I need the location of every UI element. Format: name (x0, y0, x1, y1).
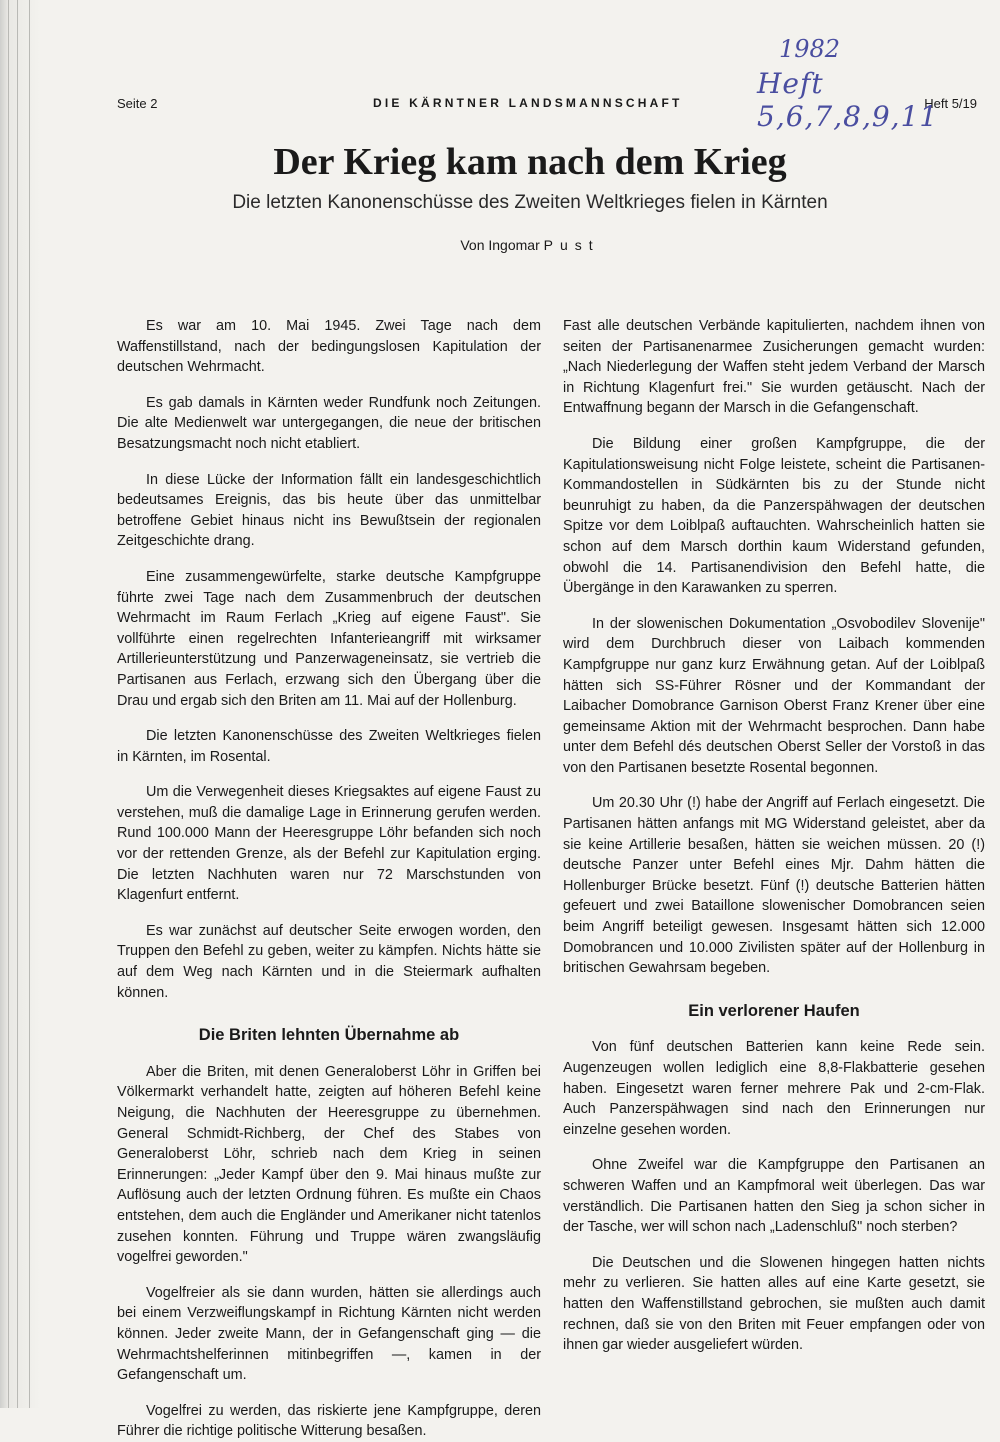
section-heading: Ein verlorener Haufen (688, 1001, 860, 1020)
paragraph: Um die Verwegenheit dieses Kriegsaktes auf eigene Faust zu verstehen, muß die damalige Lage in Erinnerung gerufen werden. Rund 100.000 Mann der Heeresgruppe Löhr befanden sich noch vor der rettenden Grenze, als der Befehl zur Kapitulation erging. Die letzten Nachhuten waren nur 72 Marschstunden von Klagenfurt entfernt. (117, 784, 541, 904)
issue-number: Heft 5/19 (924, 96, 977, 111)
byline (100, 237, 960, 253)
paragraph: Fast alle deutschen Verbände kapitulierten, nachdem ihnen von seiten der Partisanenarmee Zusicherungen gemacht wurden: „Nach Niederlegung der Waffen steht jedem Verband der Marsch in Richtung Klagenfurt frei." Sie wurden getäuscht. Nach der Entwaffnung begann der Marsch in die Gefangenschaft. (563, 318, 985, 417)
paragraph: Es war zunächst auf deutscher Seite erwogen worden, den Truppen den Befehl zu geben, weiter zu kämpfen. Nichts hätte sie auf dem Weg nach Kärnten und in die Steiermark aufhalten können. (117, 922, 541, 1001)
paragraph: Eine zusammengewürfelte, starke deutsche Kampfgruppe führte zwei Tage nach dem Zusammenbruch der deutschen Wehrmacht im Raum Ferlach „Krieg auf eigene Faust". Sie vollführte einen regelrechten Infanterieangriff mit wirksamer Artillerieunterstützung und Panzerwageneinsatz, sie vertrieb die Partisanen aus Ferlach, erzwang sich den Übergang über die Drau und ergab sich den Briten am 11. Mai auf der Hollenburg. (117, 568, 541, 709)
handwritten-note (757, 35, 947, 133)
paragraph: Vogelfrei zu werden, das riskierte jene Kampfgruppe, deren Führer die richtige politische Witterung besaßen. (117, 1402, 541, 1440)
paragraph: Die letzten Kanonenschüsse des Zweiten Weltkrieges fielen in Kärnten, im Rosental. (117, 728, 541, 765)
paragraph: In der slowenischen Dokumentation „Osvobodilev Slovenije" wird dem Durchbruch dieser von Laibach kommenden Kampfgruppe nur ganz kurz Erwähnung getan. Auf der Loiblpaß hätten sich SS-Führer Rösner und der Kommandant der Laibacher Domobrance Garnison Oberst Franz Krener über eine gemeinsame Aktion mit der Wehrmacht besprochen. Dann habe unter dem Befehl dés deutschen Oberst Seller der Vorstoß in das von den Partisanen besetzte Rosental begonnen. (563, 615, 985, 776)
byline-prefix: Von Ingomar (460, 237, 540, 253)
paragraph: Aber die Briten, mit denen Generaloberst Löhr in Griffen bei Völkermarkt verhandelt hatte, zeigten auf höheren Befehl keine Neigung, die Nachhuten der Heeresgruppe zu übernehmen. General Schmidt-Richberg, der Chef des Stabes von Generaloberst Löhr, schrieb nach dem Krieg in seinen Erinnerungen: „Jeder Kampf über den 9. Mai hinaus mußte zur Auflösung auch der letzten Ordnung führen. Es mußte ein Chaos entstehen, dem auch die Engländer und Amerikaner nicht tatenlos zusehen konnten. Führung und Truppe wären zwangsläufig vogelfrei geworden." (117, 1063, 541, 1266)
paragraph: Es war am 10. Mai 1945. Zwei Tage nach dem Waffenstillstand, nach der bedingungslosen Kapitulation der deutschen Wehrmacht. (117, 318, 541, 376)
paragraph: In diese Lücke der Information fällt ein landesgeschichtlich bedeutsames Ereignis, das bis heute über das unmittelbar betroffene Gebiet hinaus nicht ins Bewußtsein der regionalen Zeitgeschichte drang. (117, 471, 541, 550)
paragraph: Von fünf deutschen Batterien kann keine Rede sein. Augenzeugen wollen lediglich eine 8,8-Flakbatterie gesehen haben. Eingesetzt waren ferner mehrere Pak und 2-cm-Flak. Auch Panzerspähwagen sind nach den Erinnerungen nur einzelne gesehen worden. (563, 1039, 985, 1138)
paragraph: Um 20.30 Uhr (!) habe der Angriff auf Ferlach eingesetzt. Die Partisanen hätten anfangs mit MG Widerstand geleistet, aber da sie keine Artillerie besaßen, hätten sie weichen müssen. 20 (!) deutsche Panzer unter Befehl eines Mjr. Dahm hätten die Hollenburger Brücke besetzt. Fünf (!) deutsche Batterien hätten gefeuert und zwei Bataillone slowenischer Domobrancen seien beim Angriff beteiligt gewesen. Insgesamt hätten sich 12.000 Domobrancen und 10.000 Zivilisten später auf der Hollenburg in britischen Gewahrsam begeben. (563, 795, 985, 977)
scan-artifact-line (17, 0, 18, 1408)
scan-crop-edge (988, 0, 1000, 1408)
scan-artifact-line (29, 0, 30, 1408)
scan-edge-shadow (0, 0, 42, 1408)
masthead: DIE KÄRNTNER LANDSMANNSCHAFT (373, 96, 683, 110)
scan-artifact-line (8, 0, 9, 1408)
paragraph: Es gab damals in Kärnten weder Rundfunk noch Zeitungen. Die alte Medienwelt war untergegangen, die neue der britischen Besatzungsmacht noch nicht etabliert. (117, 394, 541, 452)
article-subtitle: Die letzten Kanonenschüsse des Zweiten Weltkrieges fielen in Kärnten (232, 192, 828, 213)
paragraph: Die Bildung einer großen Kampfgruppe, die der Kapitulationsweisung nicht Folge leistete, scheint die Partisanen-Kommandostellen in Südkärnten bis zu der Stunde nicht beunruhigt zu haben, da die Panzerspähwagen der deutschen Spitze vor dem Loiblpaß auftauchten. Wahrscheinlich hatten sie schon auf dem Marsch dorthin kaum Widerstand gefunden, obwohl die 14. Partisanendivision den Befehl hatte, die Übergänge in den Karawanken zu sperren. (563, 435, 985, 597)
handwritten-issues: Heft 5,6,7,8,9,11 (757, 67, 939, 133)
paragraph: Ohne Zweifel war die Kampfgruppe den Partisanen an schweren Waffen und an Kampfmoral weit überlegen. Das war verständlich. Die Partisanen hatten den Sieg ja schon sicher in der Tasche, wer will schon nach „Ladenschluß" noch sterben? (563, 1157, 985, 1236)
section-heading: Die Briten lehnten Übernahme ab (198, 1026, 460, 1045)
right-column (563, 316, 985, 1408)
page-number: Seite 2 (117, 96, 158, 111)
author-surname: Pust (543, 237, 600, 253)
paragraph: Vogelfreier als sie dann wurden, hätten sie allerdings auch bei einem Verzweiflungskampf in Richtung Kärnten nicht werden können. Jeder zweite Mann, der in Gefangenschaft ging — die Wehrmachtshelferinnen mitinbegriffen —, kamen in der Gefangenschaft um. (117, 1284, 541, 1384)
paragraph: Die Deutschen und die Slowenen hingegen hatten nichts mehr zu verlieren. Sie hatten alles auf eine Karte gesetzt, sie hatten den Waffenstillstand gebrochen, sie mußten auch damit rechnen, daß sie von den Briten mit Feuer empfangen oder von ihnen gar wieder ausgeliefert würden. (563, 1254, 985, 1354)
left-column (117, 316, 541, 1440)
handwritten-year: 1982 (779, 35, 841, 63)
article-title: Der Krieg kam nach dem Krieg (273, 141, 787, 183)
